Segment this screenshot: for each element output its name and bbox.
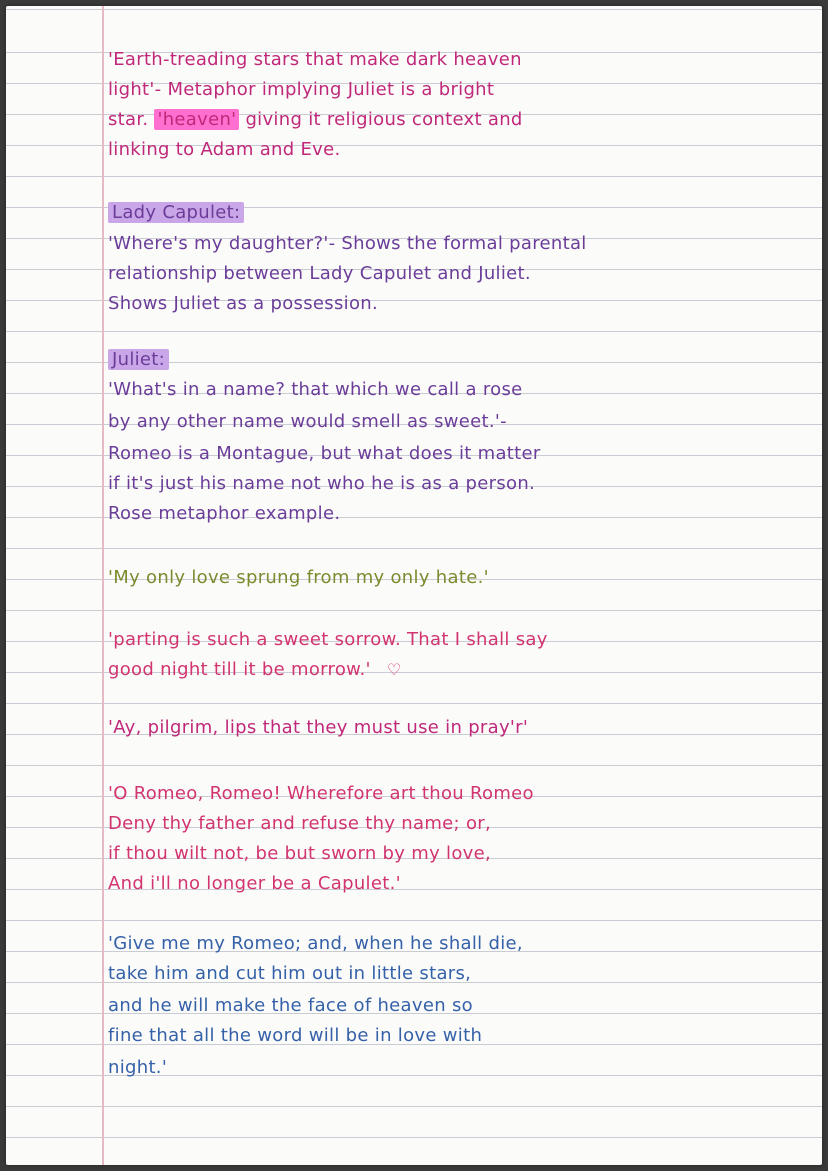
juliet-line1: 'What's in a name? that which we call a rose: [108, 379, 523, 400]
quote-stars-line3: and he will make the face of heaven so: [108, 995, 473, 1016]
juliet-heading: [108, 348, 169, 372]
quote-stars-line2: take him and cut him out in little stars,: [108, 963, 472, 984]
quote-pilgrim: 'Ay, pilgrim, lips that they must use in pray'r': [108, 717, 529, 738]
heart-icon: ♡: [386, 660, 402, 679]
lady-capulet-heading: [108, 201, 244, 225]
quote-wherefore-line2: Deny thy father and refuse thy name; or,: [108, 813, 491, 834]
lady-capulet-line3: Shows Juliet as a possession.: [108, 293, 378, 314]
heaven-highlight: 'heaven': [154, 109, 239, 130]
quote-stars-line5: night.': [108, 1057, 168, 1078]
juliet-line3: Romeo is a Montague, but what does it matter: [108, 443, 541, 464]
quote1-line3: [108, 108, 523, 132]
quote-stars-line4: fine that all the word will be in love with: [108, 1025, 483, 1046]
quote1-line2: light'- Metaphor implying Juliet is a bright: [108, 79, 495, 100]
quote-parting-line1: 'parting is such a sweet sorrow. That I shall say: [108, 629, 548, 650]
quote-wherefore-line1: 'O Romeo, Romeo! Wherefore art thou Romeo: [108, 783, 534, 804]
lady-capulet-heading-text: Lady Capulet:: [108, 202, 244, 223]
quote-parting-line2: [108, 658, 401, 682]
quote1-line3-pre: star.: [108, 109, 149, 130]
juliet-line2: by any other name would smell as sweet.'-: [108, 411, 507, 432]
juliet-line5: Rose metaphor example.: [108, 503, 341, 524]
quote-stars-line1: 'Give me my Romeo; and, when he shall die,: [108, 933, 523, 954]
margin-line: [102, 6, 104, 1165]
quote-love-hate: 'My only love sprung from my only hate.': [108, 567, 489, 588]
quote-parting-line2-text: good night till it be morrow.': [108, 659, 371, 680]
juliet-line4: if it's just his name not who he is as a person.: [108, 473, 536, 494]
notebook-page: [6, 6, 822, 1165]
quote-wherefore-line4: And i'll no longer be a Capulet.': [108, 873, 401, 894]
quote-wherefore-line3: if thou wilt not, be but sworn by my love,: [108, 843, 492, 864]
lady-capulet-line1: 'Where's my daughter?'- Shows the formal parental: [108, 233, 587, 254]
lady-capulet-line2: relationship between Lady Capulet and Juliet.: [108, 263, 531, 284]
quote1-line1: 'Earth-treading stars that make dark heaven: [108, 49, 522, 70]
quote1-line4: linking to Adam and Eve.: [108, 139, 341, 160]
quote1-line3-post: giving it religious context and: [245, 109, 523, 130]
juliet-heading-text: Juliet:: [108, 349, 169, 370]
